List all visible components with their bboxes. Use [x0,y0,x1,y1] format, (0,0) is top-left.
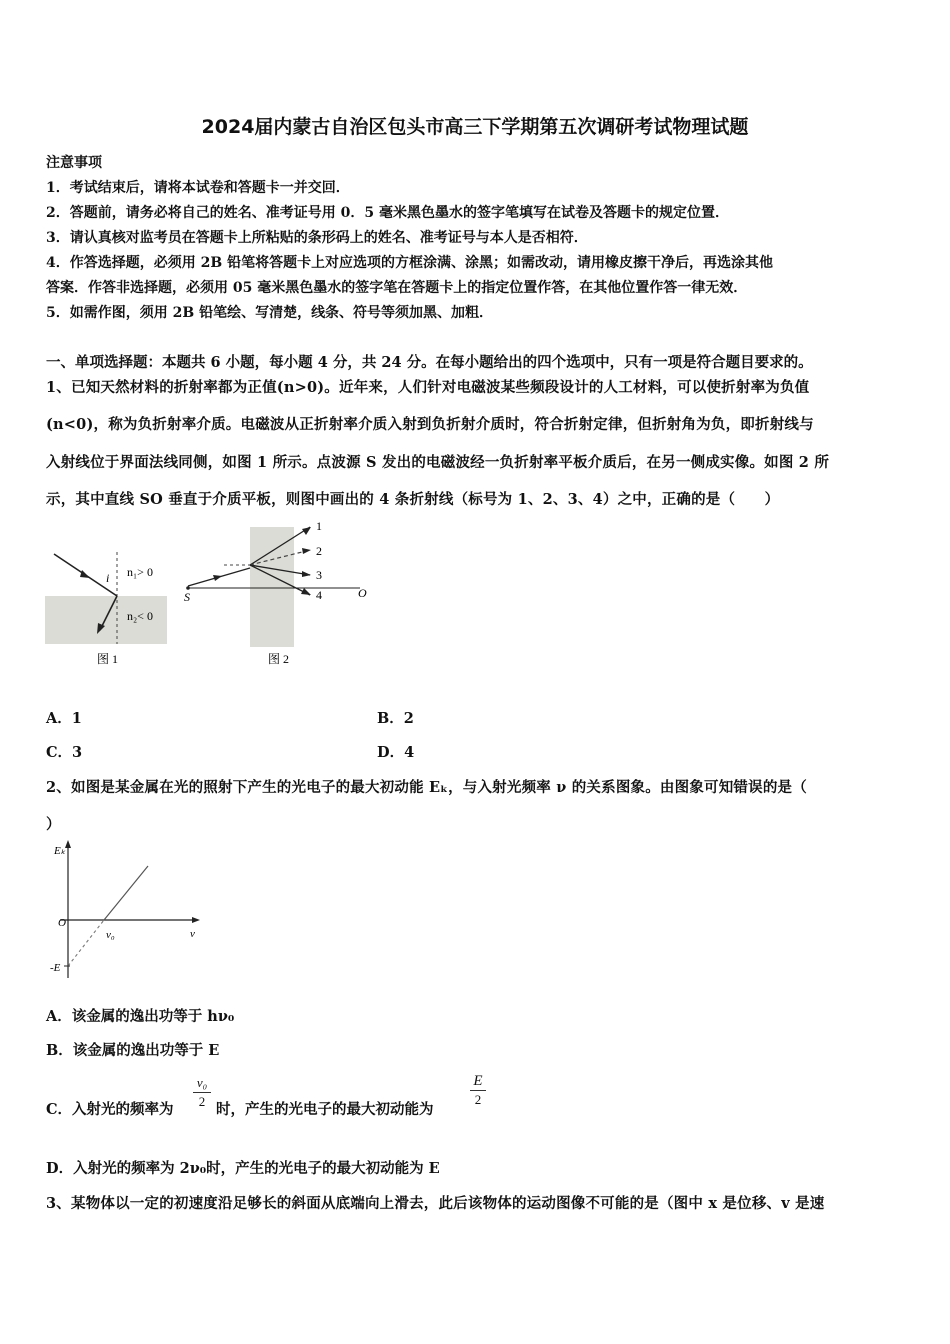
option-a[interactable]: A．1 [46,710,82,727]
option-d[interactable]: D．4 [377,744,415,761]
note-item: 5．如需作图，须用 2B 铅笔绘、写清楚，线条、符号等须加黑、加粗． [46,305,494,321]
arrow-icon [65,840,71,848]
note-item: 1．考试结束后，请将本试卷和答题卡一并交回． [46,180,350,196]
extrapolated-line [68,920,104,966]
ray-label: 1 [316,519,322,533]
arrow-icon [80,570,90,578]
notes-heading: 注意事项 [46,155,102,171]
arrow-icon [213,575,222,581]
neg-e-label: -E [50,962,61,974]
arrow-icon [302,527,311,535]
note-item: 4．作答选择题，必须用 2B 铅笔将答题卡上对应选项的方框涂满、涂黑；如需改动，请用橡皮擦干净后，再选涂其他 [46,255,774,271]
q1-text-line: 1、已知天然材料的折射率都为正值(n>0)。近年来，人们针对电磁波某些频段设计的人工材料，可以使折射率为负值 [46,379,810,396]
note-item: 答案．作答非选择题，必须用 05 毫米黑色墨水的签字笔在答题卡上的指定位置作答，在其他位置作答一律无效． [46,280,748,296]
section-heading: 一、单项选择题：本题共 6 小题，每小题 4 分，共 24 分。在每小题给出的四个选项中，只有一项是符合题目要求的。 [46,354,813,371]
arrow-icon [301,588,311,595]
option-c[interactable]: C．3 [46,744,83,761]
arrow-icon [302,571,311,577]
ray-label: 3 [316,568,322,582]
note-item: 2．答题前，请务必将自己的姓名、准考证号用 0．5 毫米黑色墨水的签字笔填写在试卷及答题卡的规定位置． [46,205,729,221]
fraction-numerator: ν₀ [196,1075,208,1090]
q3-text-line: 3、某物体以一定的初速度沿足够长的斜面从底端向上滑去，此后该物体的运动图像不可能的是（图中 x 是位移、v 是速 [46,1195,825,1212]
x-axis-label: ν [190,928,195,940]
page-title: 2024届内蒙古自治区包头市高三下学期第五次调研考试物理试题 [201,116,749,138]
o-label: O [358,586,367,600]
n1-label: n₁> 0 [127,565,153,579]
ek-line [104,866,148,920]
fraction-denominator: 2 [198,1094,206,1109]
figure-1-refraction [40,540,175,675]
note-item: 3．请认真核对监考员在答题卡上所粘贴的条形码上的姓名、准考证号与本人是否相符． [46,230,588,246]
origin-label: O [58,917,66,929]
angle-label: i [106,571,110,585]
figure-2-refraction [180,515,380,675]
option-b[interactable]: B．2 [377,710,414,727]
fraction-denominator: 2 [474,1092,482,1107]
ray-label: 2 [316,544,322,558]
n2-label: n₂< 0 [127,609,153,623]
q1-text-line: 示，其中直线 SO 垂直于介质平板，则图中画出的 4 条折射线（标号为 1、2、3、4）之中，正确的是（ ） [46,491,780,508]
option-c-middle: 时，产生的光电子的最大初动能为 [216,1101,434,1118]
source-label: S [184,590,190,604]
ray-label: 4 [316,588,322,602]
medium-slab [250,527,294,647]
arrow-icon [302,548,311,554]
fraction-numerator: E [473,1073,483,1089]
q2-text-line: ） [46,816,61,833]
ek-nu-graph [44,838,214,988]
q1-text-line: (n<0)，称为负折射率介质。电磁波从正折射率介质入射到负折射介质时，符合折射定律，但折射角为负，即折射线与 [46,416,814,433]
figure-caption: 图 1 [97,652,119,666]
q1-text-line: 入射线位于界面法线同侧，如图 1 所示。点波源 S 发出的电磁波经一负折射率平板介质后，在另一侧成实像。如图 2 所 [46,454,830,471]
arrow-icon [192,917,200,923]
nu0-label: ν₀ [106,929,115,941]
y-axis-label: Eₖ [54,845,66,857]
option-d[interactable]: D．入射光的频率为 2ν₀时，产生的光电子的最大初动能为 E [46,1160,440,1177]
figure-caption: 图 2 [268,652,290,666]
fraction-nu0-over-2 [192,1074,212,1111]
option-a[interactable]: A．该金属的逸出功等于 hν₀ [46,1008,235,1025]
q2-text-line: 2、如图是某金属在光的照射下产生的光电子的最大初动能 Eₖ，与入射光频率 ν 的关系图象。由图象可知错误的是（ [46,779,807,796]
option-c-prefix: C．入射光的频率为 [46,1101,174,1118]
option-b[interactable]: B．该金属的逸出功等于 E [46,1042,220,1059]
fraction-e-over-2 [469,1072,487,1109]
